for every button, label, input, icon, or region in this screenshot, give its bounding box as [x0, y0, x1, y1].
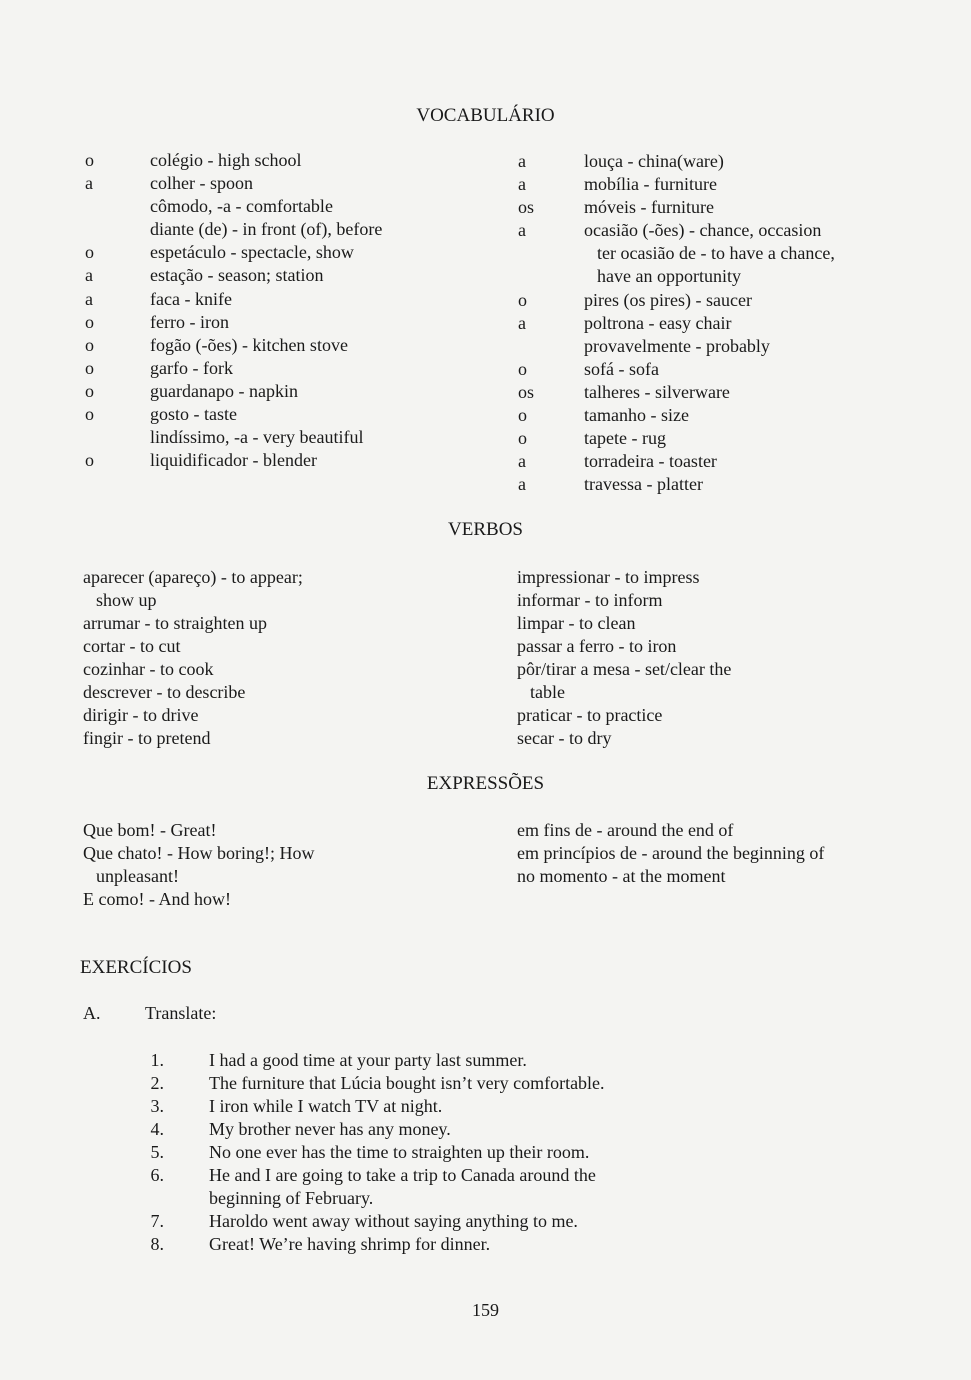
vocab-entry: [85, 218, 505, 241]
vocab-term: garfo - fork: [150, 357, 233, 378]
vocab-term: talheres - silverware: [584, 381, 730, 402]
exercise-a-header: [83, 1002, 216, 1025]
expressions-right-column: [517, 819, 957, 888]
exercise-a-instruction: Translate:: [145, 1003, 217, 1023]
exercise-item-number: 4.: [150, 1119, 164, 1139]
exercise-item-number: 2.: [150, 1073, 164, 1093]
vocab-entry: [85, 403, 505, 426]
vocab-article: o: [518, 289, 527, 310]
vocab-right-column: [518, 150, 958, 496]
verb-entry: aparecer (apareço) - to appear;: [83, 567, 303, 587]
vocab-term: louça - china(ware): [584, 151, 724, 171]
exercise-item-text: I iron while I watch TV at night.: [209, 1096, 443, 1116]
expressions-left-column: [83, 819, 503, 911]
vocab-term: tapete - rug: [584, 428, 666, 449]
vocab-term: móveis - furniture: [584, 197, 714, 218]
exercise-item: [140, 1095, 605, 1118]
exercise-item-number: 8.: [150, 1234, 164, 1254]
exercise-item-number: 6.: [150, 1165, 164, 1185]
vocab-article: a: [85, 265, 93, 286]
vocab-entry: [85, 426, 505, 449]
verb-entry: descrever - to describe: [83, 682, 246, 702]
vocab-term: ter ocasião de - to have a chance,: [597, 243, 835, 264]
verb-entry: secar - to dry: [517, 728, 612, 748]
vocab-article: o: [85, 380, 94, 401]
verb-entry: arrumar - to straighten up: [83, 613, 267, 633]
verb-entry: dirigir - to drive: [83, 705, 199, 725]
exercise-item: [140, 1210, 605, 1233]
vocab-article: o: [85, 242, 94, 263]
exercise-a-label: A.: [83, 1003, 101, 1023]
exercise-item: [140, 1164, 605, 1187]
vocab-term: colégio - high school: [150, 150, 302, 170]
expression-entry: Que bom! - Great!: [83, 820, 217, 840]
vocab-entry: [518, 265, 958, 288]
vocab-term: liquidificador - blender: [150, 450, 317, 471]
verb-entry: cortar - to cut: [83, 636, 181, 656]
vocab-article: a: [518, 474, 526, 495]
vocab-article: a: [518, 312, 526, 333]
vocab-entry: [518, 219, 958, 242]
vocab-entry: [518, 404, 958, 427]
vocab-entry: [85, 380, 505, 403]
verb-entry: pôr/tirar a mesa - set/clear the: [517, 659, 732, 679]
verbs-right-column: [517, 566, 957, 750]
vocab-entry: [85, 195, 505, 218]
vocab-entry: [518, 427, 958, 450]
vocab-term: gosto - taste: [150, 404, 237, 425]
vocab-entry: [518, 150, 958, 173]
vocab-article: o: [518, 405, 527, 426]
vocab-term: pires (os pires) - saucer: [584, 289, 752, 310]
exercise-item-text: He and I are going to take a trip to Canada around the: [209, 1165, 596, 1185]
vocab-entry: [518, 358, 958, 381]
vocab-entry: [518, 381, 958, 404]
verbs-heading: VERBOS: [448, 519, 523, 540]
vocab-article: o: [85, 150, 94, 170]
vocab-entry: [518, 473, 958, 496]
vocab-entry: [85, 264, 505, 287]
exercise-item: [140, 1187, 605, 1210]
exercise-item-text: Great! We’re having shrimp for dinner.: [209, 1234, 491, 1254]
vocab-article: o: [85, 357, 94, 378]
verb-entry: fingir - to pretend: [83, 728, 211, 748]
exercise-item: [140, 1233, 605, 1256]
expression-entry: em princípios de - around the beginning of: [517, 843, 825, 863]
vocab-entry: [518, 450, 958, 473]
verb-entry: praticar - to practice: [517, 705, 663, 725]
exercise-item-text: Haroldo went away without saying anything to me.: [209, 1211, 578, 1231]
vocab-term: faca - knife: [150, 288, 232, 309]
vocab-article: os: [518, 197, 535, 218]
exercise-item: [140, 1049, 605, 1072]
expressions-heading: EXPRESSÕES: [426, 773, 545, 794]
vocab-entry: [85, 288, 505, 311]
vocab-term: cômodo, -a - comfortable: [150, 196, 333, 217]
vocab-article: os: [518, 381, 535, 402]
verbs-left-column: [83, 566, 503, 750]
vocab-article: a: [518, 151, 526, 171]
vocab-entry: [518, 289, 958, 312]
exercise-item-text: beginning of February.: [209, 1188, 374, 1208]
vocab-term: espetáculo - spectacle, show: [150, 242, 354, 263]
exercise-item-text: I had a good time at your party last summer.: [209, 1050, 527, 1070]
expression-entry: em fins de - around the end of: [517, 820, 734, 840]
vocab-term: torradeira - toaster: [584, 451, 717, 472]
vocab-article: o: [518, 358, 527, 379]
vocab-left-column: [85, 149, 505, 472]
vocab-article: a: [518, 220, 526, 241]
exercise-a-list: [140, 1049, 605, 1256]
vocab-term: fogão (-ões) - kitchen stove: [150, 334, 348, 355]
exercise-item-number: 3.: [150, 1096, 164, 1116]
exercise-item-text: My brother never has any money.: [209, 1119, 451, 1139]
vocab-term: travessa - platter: [584, 474, 703, 495]
verb-entry: passar a ferro - to iron: [517, 636, 677, 656]
verb-entry: informar - to inform: [517, 590, 663, 610]
expression-entry: Que chato! - How boring!; How: [83, 843, 315, 863]
expression-entry: E como! - And how!: [83, 889, 231, 909]
verb-entry: table: [530, 682, 565, 702]
verb-entry: limpar - to clean: [517, 613, 636, 633]
vocab-term: provavelmente - probably: [584, 335, 770, 356]
vocab-article: a: [518, 451, 526, 472]
vocab-term: guardanapo - napkin: [150, 380, 298, 401]
exercise-item: [140, 1072, 605, 1095]
verb-entry: impressionar - to impress: [517, 567, 700, 587]
vocab-article: o: [85, 334, 94, 355]
expression-entry: no momento - at the moment: [517, 866, 726, 886]
exercises-heading: EXERCÍCIOS: [80, 957, 192, 978]
vocab-entry: [85, 311, 505, 334]
vocab-term: lindíssimo, -a - very beautiful: [150, 427, 364, 448]
exercise-item-text: No one ever has the time to straighten up their room.: [209, 1142, 590, 1162]
vocab-entry: [518, 196, 958, 219]
exercise-item-number: 1.: [150, 1050, 164, 1070]
vocab-article: o: [518, 428, 527, 449]
vocab-term: poltrona - easy chair: [584, 312, 732, 333]
vocabulary-heading: VOCABULÁRIO: [416, 105, 555, 126]
exercise-item-number: 5.: [150, 1142, 164, 1162]
vocab-term: have an opportunity: [597, 266, 741, 287]
vocab-entry: [85, 449, 505, 472]
verb-entry: show up: [96, 590, 157, 610]
page-number: 159: [472, 1300, 499, 1320]
vocab-term: tamanho - size: [584, 405, 689, 426]
exercise-item-number: 7.: [150, 1211, 164, 1231]
exercise-item-text: The furniture that Lúcia bought isn’t very comfortable.: [209, 1073, 605, 1093]
vocab-entry: [85, 172, 505, 195]
vocab-term: ferro - iron: [150, 311, 229, 332]
exercise-item: [140, 1118, 605, 1141]
vocab-term: mobília - furniture: [584, 174, 717, 195]
verb-entry: cozinhar - to cook: [83, 659, 214, 679]
vocab-term: ocasião (-ões) - chance, occasion: [584, 220, 822, 241]
expression-entry: unpleasant!: [96, 866, 179, 886]
vocab-article: o: [85, 450, 94, 471]
vocab-term: diante (de) - in front (of), before: [150, 219, 383, 240]
vocab-article: a: [85, 173, 93, 194]
vocab-article: o: [85, 311, 94, 332]
vocab-entry: [518, 335, 958, 358]
vocab-entry: [85, 149, 505, 172]
vocab-entry: [85, 334, 505, 357]
vocab-article: o: [85, 404, 94, 425]
vocab-term: estação - season; station: [150, 265, 324, 286]
vocab-article: a: [518, 174, 526, 195]
vocab-entry: [518, 312, 958, 335]
vocab-term: colher - spoon: [150, 173, 253, 194]
vocab-term: sofá - sofa: [584, 358, 659, 379]
vocab-entry: [85, 357, 505, 380]
vocab-entry: [518, 173, 958, 196]
exercise-item: [140, 1141, 605, 1164]
vocab-entry: [85, 241, 505, 264]
vocab-article: a: [85, 288, 93, 309]
vocab-entry: [518, 242, 958, 265]
